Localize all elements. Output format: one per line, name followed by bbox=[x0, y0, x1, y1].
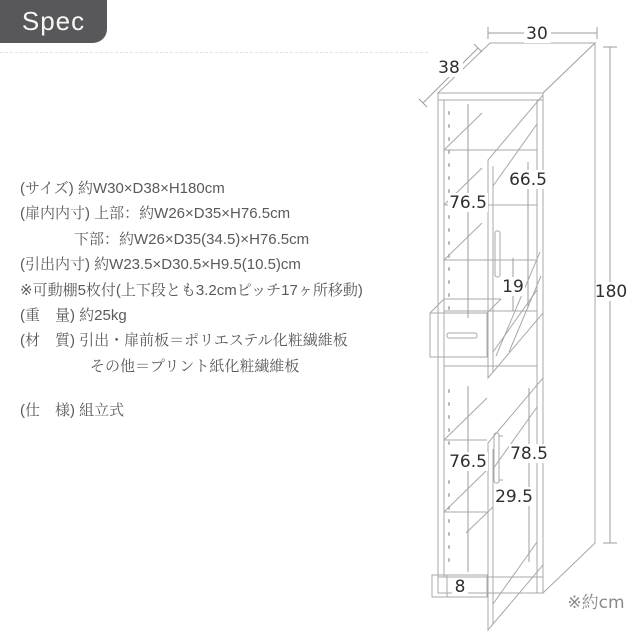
spec-line-shelf-note: ※可動棚5枚付(上下段とも3.2cmピッチ17ヶ所移動) bbox=[20, 281, 363, 299]
spec-line-weight: (重 量) 約25kg bbox=[20, 306, 127, 324]
dim-upper-gap-label: 19 bbox=[502, 277, 524, 297]
drawer bbox=[430, 299, 501, 357]
spec-line-assembly: (仕 様) 組立式 bbox=[20, 402, 125, 420]
dim-width-label: 30 bbox=[526, 24, 548, 44]
spec-header-label: Spec bbox=[21, 6, 86, 36]
dim-lower-door-label: 78.5 bbox=[510, 444, 548, 464]
spec-line-door-inner-bottom: 下部：約W26×D35(34.5)×H76.5cm bbox=[74, 230, 310, 248]
dim-upper-glass-label: 66.5 bbox=[509, 170, 547, 190]
spec-line-size: (サイズ) 約W30×D38×H180cm bbox=[20, 180, 225, 197]
spec-line-door-inner-top: (扉内内寸) 上部：約W26×D35×H76.5cm bbox=[20, 205, 291, 223]
dimension-labels bbox=[438, 24, 627, 613]
lower-door-handle bbox=[494, 433, 499, 483]
cabinet-outline bbox=[432, 43, 595, 597]
dim-base-label: 8 bbox=[454, 577, 466, 597]
dim-height-label: 180 bbox=[594, 282, 628, 302]
upper-door-handle bbox=[495, 231, 500, 277]
upper-glass-door bbox=[488, 95, 543, 378]
spec-line-material-other: その他＝プリント紙化粧繊維板 bbox=[90, 357, 300, 375]
dim-upper-inner-label: 76.5 bbox=[449, 193, 487, 213]
dim-lower-gap-label: 29.5 bbox=[495, 487, 533, 507]
drawer-handle bbox=[447, 333, 477, 338]
unit-note-label: ※約cm bbox=[567, 593, 625, 613]
dim-depth-label: 38 bbox=[438, 58, 460, 78]
dim-lower-inner-label: 76.5 bbox=[449, 452, 487, 472]
spec-line-material: (材 質) 引出・扉前板＝ポリエステル化粧繊維板 bbox=[20, 332, 348, 350]
spec-line-drawer-inner: (引出内寸) 約W23.5×D30.5×H9.5(10.5)cm bbox=[20, 256, 301, 274]
